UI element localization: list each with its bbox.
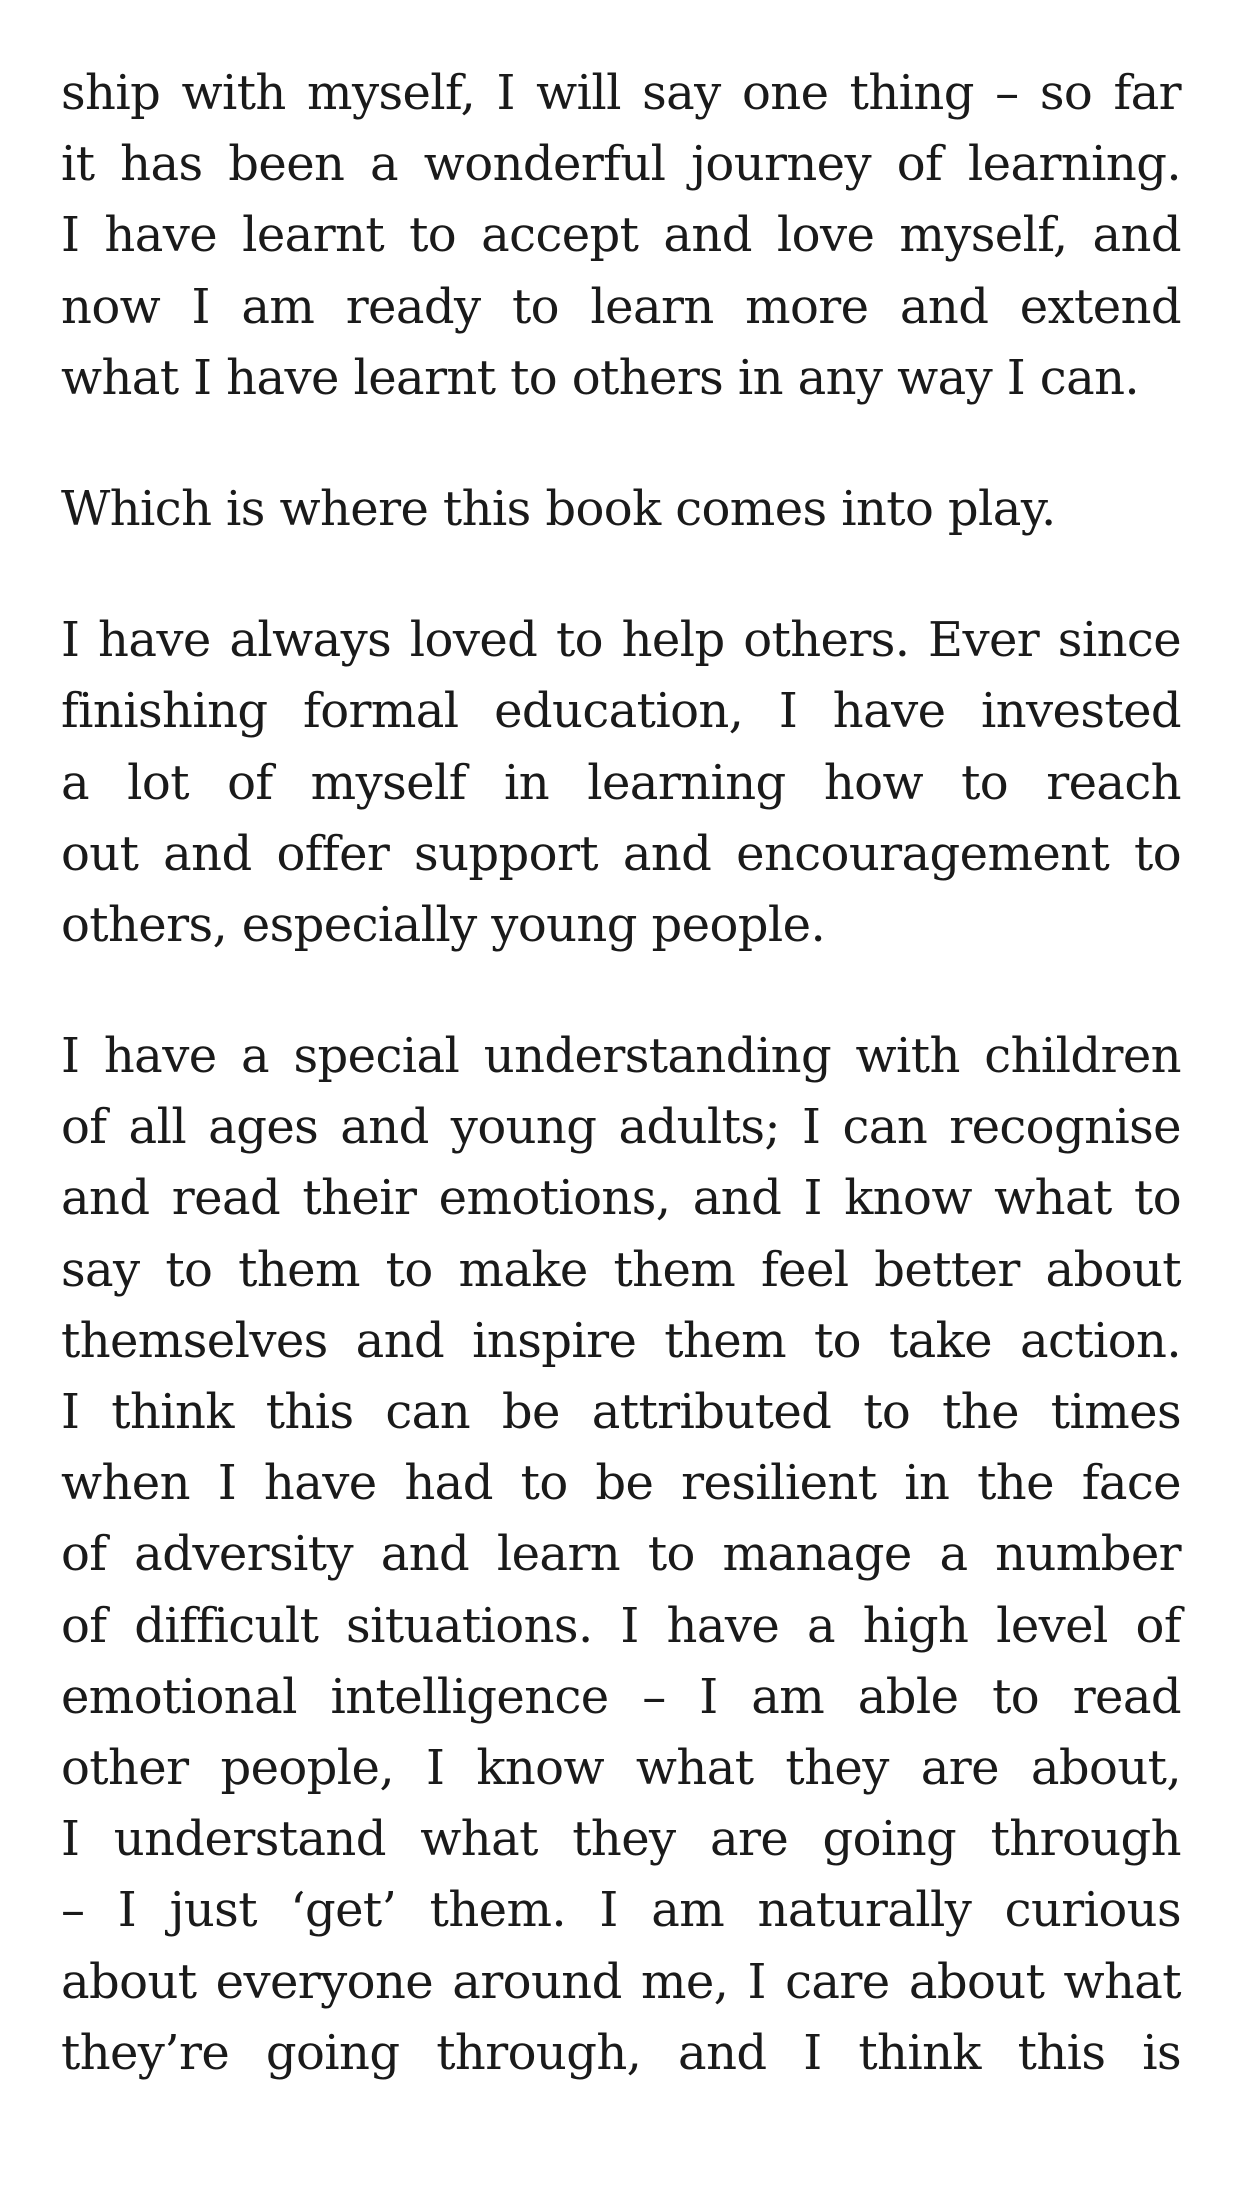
text-line: what I have learnt to others in any way I can. [61, 349, 1140, 406]
text-line: about everyone around me, I care about what [61, 1953, 1181, 2010]
text-line: others, especially young people. [61, 896, 826, 953]
text-line: a lot of myself in learning how to reach [61, 754, 1181, 811]
text-line: out and offer support and encouragement to [61, 825, 1181, 882]
text-line: I have always loved to help others. Ever since [61, 612, 1181, 669]
text-line: I have a special understanding with children [61, 1028, 1181, 1085]
paragraph-4 [61, 1021, 1181, 2089]
text-line: I think this can be attributed to the times [61, 1384, 1181, 1440]
book-page [61, 58, 1181, 2149]
text-line: now I am ready to learn more and extend [61, 278, 1181, 335]
paragraph-2 [61, 474, 1181, 545]
text-line: they’re going through, and I think this is [61, 2024, 1181, 2081]
text-line: when I have had to be resilient in the face [61, 1455, 1181, 1512]
text-line: and read their emotions, and I know what to [61, 1170, 1181, 1227]
text-line: other people, I know what they are about, [61, 1739, 1181, 1796]
text-line: – I just ‘get’ them. I am naturally curious [61, 1882, 1181, 1939]
text-line: finishing formal education, I have invested [61, 683, 1181, 740]
paragraph-1 [61, 58, 1181, 414]
text-line: I have learnt to accept and love myself, and [61, 207, 1181, 264]
text-line: ship with myself, I will say one thing – so far [61, 65, 1181, 121]
text-line: I understand what they are going through [61, 1811, 1181, 1868]
text-line: of all ages and young adults; I can recognise [61, 1099, 1181, 1156]
text-line: Which is where this book comes into play. [61, 480, 1056, 537]
text-line: it has been a wonderful journey of learning. [61, 136, 1181, 193]
text-line: of adversity and learn to manage a number [61, 1526, 1181, 1583]
text-line: emotional intelligence – I am able to read [61, 1668, 1181, 1725]
text-line: say to them to make them feel better about [61, 1241, 1181, 1298]
paragraph-3 [61, 605, 1181, 961]
text-line: of difficult situations. I have a high level of [61, 1597, 1181, 1654]
text-line: themselves and inspire them to take action. [61, 1312, 1181, 1369]
